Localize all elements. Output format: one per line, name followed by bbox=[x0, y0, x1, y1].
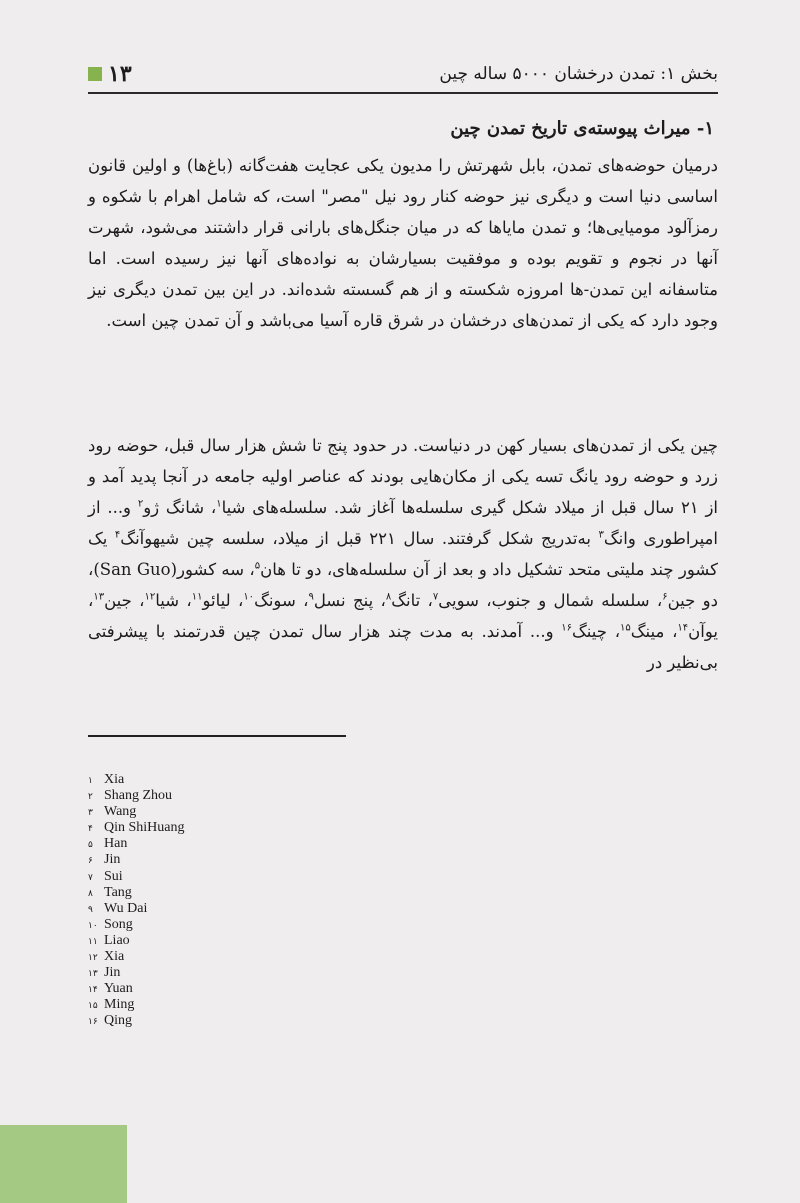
footnote-text: Sui bbox=[104, 868, 123, 884]
footnote-item bbox=[88, 852, 338, 868]
footnote-number: ۱۵ bbox=[88, 1000, 98, 1011]
footnote-number: ۱ bbox=[88, 775, 93, 785]
footnote-number: ۹ bbox=[88, 903, 93, 914]
p2-text: ، شانگ ژو bbox=[143, 498, 217, 517]
footnote-number: ۱۱ bbox=[88, 935, 98, 946]
p2-text: ، مینگ bbox=[630, 622, 678, 641]
footnote-ref: ۹ bbox=[308, 591, 314, 603]
p2-text: به‌تدریج شکل گرفتند. سال ۲۲۱ قبل از میلاد، سلسه چین شیهوآنگ bbox=[120, 529, 599, 548]
footnote-text: Jin bbox=[104, 965, 121, 981]
footnote-number: ۲ bbox=[88, 791, 93, 802]
footnote-text: Liao bbox=[104, 932, 130, 948]
p2-text: ، جین bbox=[104, 591, 145, 610]
footnote-ref: ۳ bbox=[598, 529, 604, 541]
footnote-item bbox=[88, 772, 338, 788]
footnote-text: Shang Zhou bbox=[104, 788, 173, 804]
footnote-item bbox=[88, 869, 338, 885]
footnote-item bbox=[88, 933, 338, 949]
paragraph-2 bbox=[88, 430, 718, 678]
footnote-ref: ۷ bbox=[432, 591, 439, 603]
footnote-item bbox=[88, 820, 338, 836]
footnote-text: Yuan bbox=[104, 981, 133, 997]
footnote-item bbox=[88, 997, 338, 1013]
footnote-text: Qin ShiHuang bbox=[104, 820, 185, 836]
footnote-ref: ۴ bbox=[114, 529, 121, 541]
footnote-item bbox=[88, 917, 338, 933]
footnote-text: Han bbox=[104, 836, 128, 852]
footnote-ref: ۱۱ bbox=[191, 591, 203, 603]
p2-text: ، چینگ bbox=[572, 622, 621, 641]
footnote-text: Song bbox=[104, 916, 133, 932]
footnote-item bbox=[88, 901, 338, 917]
footnote-divider bbox=[88, 735, 346, 737]
p2-text: و... از امپراطوری وانگ bbox=[88, 498, 718, 548]
footnote-ref: ۱۰ bbox=[243, 591, 255, 603]
footnote-text: Tang bbox=[104, 884, 132, 900]
page-number-group bbox=[88, 61, 132, 87]
green-square-icon bbox=[88, 67, 102, 81]
footnote-item bbox=[88, 885, 338, 901]
p2-text: یک کشور چند ملیتی متحد تشکیل داد و بعد از آن سلسله‌های، دو تا هان bbox=[88, 529, 718, 579]
p2-text: ، شیا bbox=[155, 591, 192, 610]
footnote-ref: ۸ bbox=[385, 591, 392, 603]
footnote-list bbox=[88, 772, 338, 1030]
footnote-text: Wu Dai bbox=[104, 900, 148, 916]
footnote-ref: ۱۴ bbox=[677, 622, 689, 634]
p2-text: ، پنج نسل bbox=[313, 591, 386, 610]
green-corner-block bbox=[0, 1125, 127, 1203]
footnote-number: ۷ bbox=[88, 871, 93, 882]
footnote-ref: ۲ bbox=[137, 498, 144, 510]
footnote-number: ۴ bbox=[88, 823, 93, 834]
footnote-number: ۶ bbox=[88, 855, 93, 866]
footnote-text: Jin bbox=[104, 852, 121, 868]
footnote-ref: ۱۲ bbox=[144, 591, 156, 603]
p2-text: ، سونگ bbox=[254, 591, 309, 610]
p2-text: ، سلسله شمال و جنوب، سویی bbox=[438, 591, 663, 610]
footnote-number: ۵ bbox=[88, 839, 93, 850]
footnote-ref: ۵ bbox=[254, 560, 261, 572]
running-header bbox=[88, 60, 718, 94]
p2-text: چین یکی از تمدن‌های بسیار کهن در دنیاست. در حدود پنج تا شش هزار سال قبل، حوضه رود زرد و حوضه رود یانگ تسه یکی از مکان‌هایی بودند که عناصر اولیه جامعه در آنجا پدید آمد و از ۲۱ سال قبل از میلاد شکل گیری سلسله‌ها آغاز شد. سلسله‌های شیا bbox=[88, 436, 718, 517]
footnote-number: ۱۶ bbox=[88, 1016, 98, 1027]
page-number: ۱۳ bbox=[108, 61, 132, 87]
footnote-item bbox=[88, 965, 338, 981]
footnote-ref: ۱۳ bbox=[93, 591, 105, 603]
footnote-item bbox=[88, 949, 338, 965]
footnote-number: ۱۰ bbox=[88, 919, 98, 930]
section-title: ۱- میراث پیوسته‌ی تاریخ تمدن چین bbox=[450, 118, 714, 139]
footnote-number: ۱۳ bbox=[88, 968, 98, 979]
footnote-number: ۱۴ bbox=[88, 984, 98, 995]
footnote-item bbox=[88, 981, 338, 997]
p2-text: و... آمدند. به مدت چند هزار سال تمدن چین قدرتمند با پیشرفتی بی‌نظیر در bbox=[88, 622, 718, 672]
p2-text: ، یوآن bbox=[88, 591, 718, 641]
footnote-ref: ۱۵ bbox=[620, 622, 631, 634]
footnote-ref: ۶ bbox=[662, 591, 668, 603]
footnote-item bbox=[88, 788, 338, 804]
footnote-number: ۸ bbox=[88, 887, 93, 898]
paragraph-1: درمیان حوضه‌های تمدن، بابل شهرتش را مدیون یکی عجایت هفت‌گانه (باغ‌ها) و اولین قانون اساسی دنیا است و دیگری نیز حوضه کنار رود نیل "مصر" است، که شامل اهرام با شکوه و رمزآلود مومیایی‌ها؛ و تمدن مایاها که در میان جنگل‌های بارانی قرار داشتند می‌شود، شهرت آنها در نجوم و تقویم بوده و موفقیت بسیارشان به نواده‌های آنها نیز رسیده است. اما متاسفانه این تمدن-ها امروزه شکسته و از هم گسسته شده‌اند. در این بین تمدن دیگری نیز وجود دارد که یکی از تمدن‌های درخشان در شرق قاره آسیا می‌باشد و آن تمدن چین است. bbox=[88, 156, 718, 330]
footnote-ref: ۱۶ bbox=[561, 622, 573, 634]
footnote-text: Xia bbox=[104, 949, 125, 965]
footnote-text: Wang bbox=[104, 804, 137, 820]
p2-text: ، تانگ bbox=[391, 591, 433, 610]
p2-text: ، لیائو bbox=[202, 591, 244, 610]
footnote-text: Xia bbox=[104, 772, 125, 787]
footnote-item bbox=[88, 1013, 338, 1029]
footnote-item bbox=[88, 836, 338, 852]
chapter-title: بخش ۱: تمدن درخشان ۵۰۰۰ ساله چین bbox=[439, 64, 718, 84]
footnote-item bbox=[88, 804, 338, 820]
footnote-text: Qing bbox=[104, 1013, 132, 1029]
footnote-number: ۳ bbox=[88, 807, 93, 818]
footnote-ref: ۱ bbox=[216, 498, 222, 510]
p2-text: ، سه کشور(San Guo)، دو جین bbox=[88, 560, 718, 610]
footnote-number: ۱۲ bbox=[88, 952, 98, 963]
footnote-text: Ming bbox=[104, 997, 135, 1013]
